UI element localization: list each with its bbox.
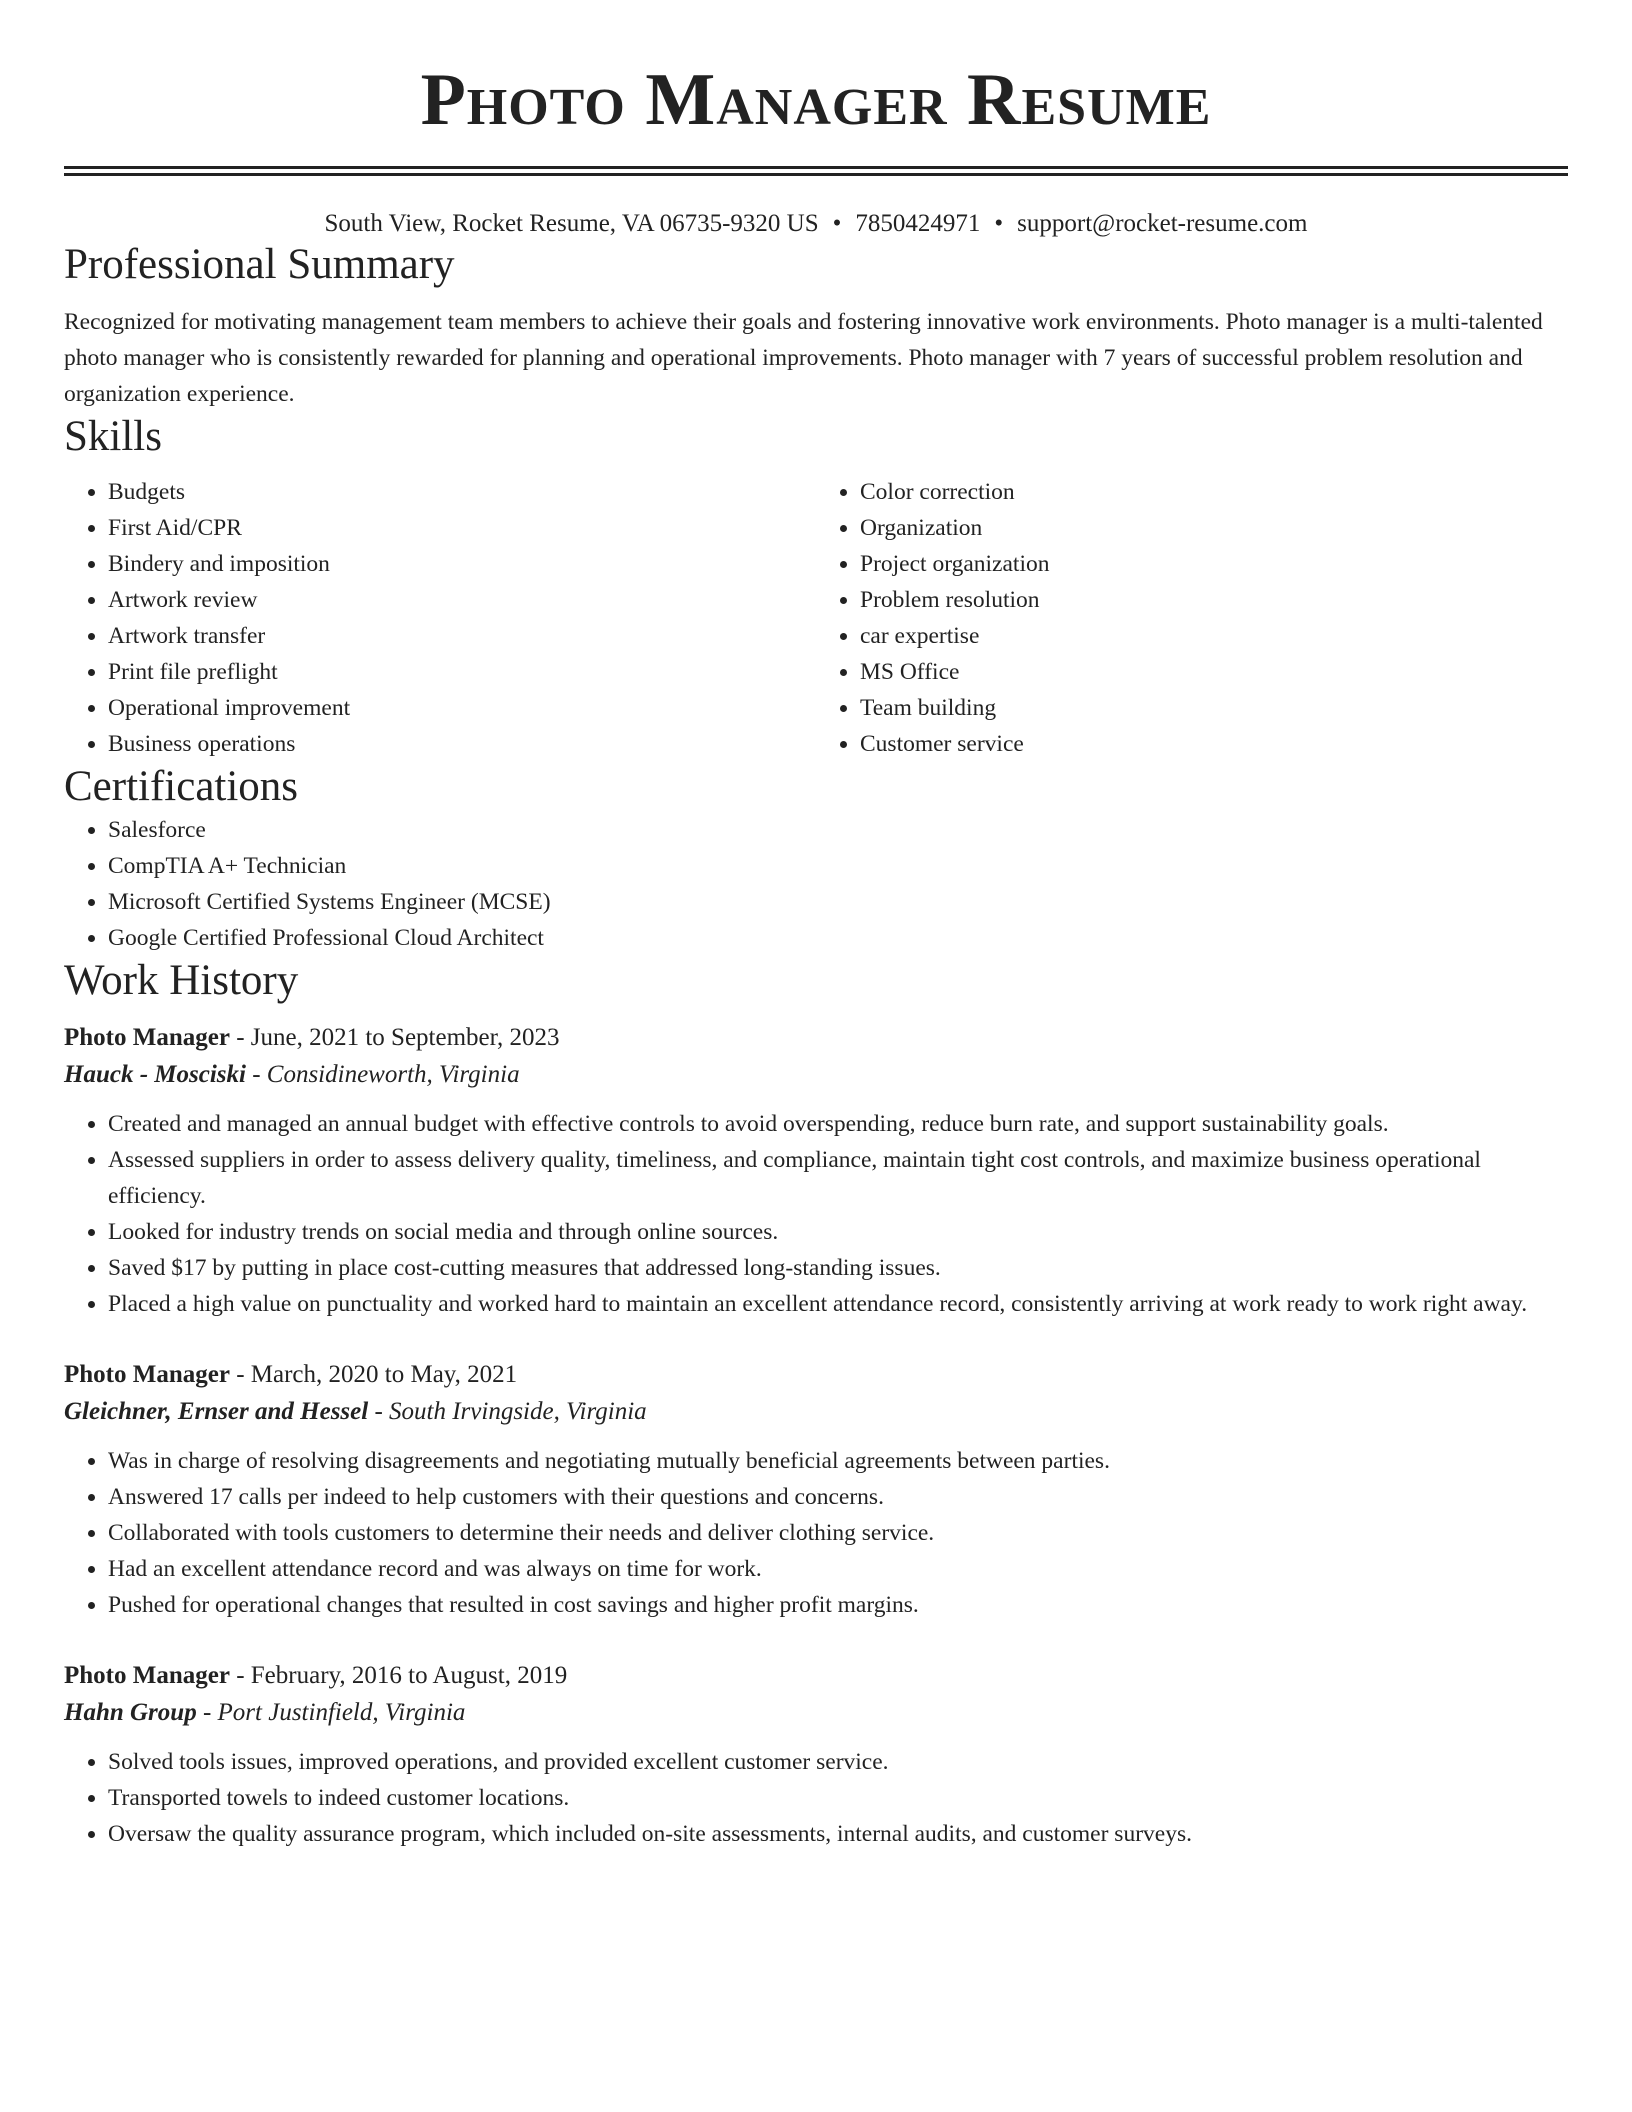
skill-item: • Bindery and imposition [108,546,816,582]
job-dates: February, 2016 to August, 2019 [250,1662,568,1689]
skills-heading: Skills [64,413,162,460]
certification-item: • Microsoft Certified Systems Engineer (MCSE) [108,884,1568,920]
job-title-line: Photo Manager - February, 2016 to August, 2019 [64,1662,568,1689]
company-name: Gleichner, Ernser and Hessel [64,1398,369,1425]
skills-grid [64,474,1568,762]
certifications-heading: Certifications [64,763,299,810]
job-duty: • Collaborated with tools customers to determine their needs and deliver clothing service. [108,1515,1568,1551]
job-title-line: Photo Manager - March, 2020 to May, 2021 [64,1361,518,1388]
job-duty: • Was in charge of resolving disagreements and negotiating mutually beneficial agreements between parties. [108,1443,1568,1479]
skills-right-list [816,474,1568,762]
skill-item: • Print file preflight [108,654,816,690]
contact-phone: 7850424971 [855,210,981,237]
contact-line [64,208,1568,240]
job-title: Photo Manager [64,1662,230,1689]
skill-item: • First Aid/CPR [108,510,816,546]
job-duties-list [64,1106,1568,1322]
job-title: Photo Manager [64,1024,230,1051]
contact-address: South View, Rocket Resume, VA 06735-9320 US [324,210,819,237]
job-dates: March, 2020 to May, 2021 [250,1361,518,1388]
company-location: South Irvingside, Virginia [389,1398,647,1425]
company-name: Hauck - Mosciski [64,1061,246,1088]
company-location: Considineworth, Virginia [266,1061,520,1088]
resume-title: Photo Manager Resume [420,59,1212,141]
skill-item: • car expertise [860,618,1568,654]
job-title: Photo Manager [64,1361,230,1388]
job-entry [64,1020,1568,1322]
contact-email: support@rocket-resume.com [1017,210,1308,237]
job-entry [64,1658,1568,1852]
job-duty: • Had an excellent attendance record and was always on time for work. [108,1551,1568,1587]
summary-heading: Professional Summary [64,241,455,288]
job-entry [64,1357,1568,1623]
summary-text: Recognized for motivating management team members to achieve their goals and fostering innovative work environments. Photo manager is a multi-talented photo manager who is consistently rewarded for planning and operational improvements. Photo manager with 7 years of successful problem resolution and organization experience. [64,309,1543,407]
job-duty: • Pushed for operational changes that resulted in cost savings and higher profit margins. [108,1587,1568,1623]
job-duty: • Solved tools issues, improved operations, and provided excellent customer service. [108,1744,1568,1780]
skill-item: • Team building [860,690,1568,726]
skill-item: • Budgets [108,474,816,510]
skill-item: • Project organization [860,546,1568,582]
job-duty: • Placed a high value on punctuality and worked hard to maintain an excellent attendance record, consistently arriving at work ready to work right away. [108,1286,1568,1322]
job-duty: • Transported towels to indeed customer locations. [108,1780,1568,1816]
job-duty: • Assessed suppliers in order to assess delivery quality, timeliness, and compliance, maintain tight cost controls, and maximize business operational efficiency. [108,1142,1568,1214]
job-duty: • Answered 17 calls per indeed to help customers with their questions and concerns. [108,1479,1568,1515]
skills-left-list [64,474,816,762]
skill-item: • Problem resolution [860,582,1568,618]
company-line: Gleichner, Ernser and Hessel - South Irvingside, Virginia [64,1398,647,1425]
company-line: Hahn Group - Port Justinfield, Virginia [64,1699,466,1726]
skill-item: • MS Office [860,654,1568,690]
job-duties-list [64,1443,1568,1623]
company-name: Hahn Group [64,1699,197,1726]
job-duties-list [64,1744,1568,1852]
job-duty: • Saved $17 by putting in place cost-cutting measures that addressed long-standing issues. [108,1250,1568,1286]
certifications-list [64,812,1568,956]
job-duty: • Oversaw the quality assurance program, which included on-site assessments, internal audits, and customer surveys. [108,1816,1568,1852]
title-double-rule [64,166,1568,176]
job-duty: • Looked for industry trends on social media and through online sources. [108,1214,1568,1250]
skill-item: • Artwork transfer [108,618,816,654]
skill-item: • Business operations [108,726,816,762]
certification-item: • Salesforce [108,812,1568,848]
company-line: Hauck - Mosciski - Considineworth, Virginia [64,1061,520,1088]
contact-separator: • [994,210,1004,237]
skill-item: • Organization [860,510,1568,546]
job-title-line: Photo Manager - June, 2021 to September, 2023 [64,1024,560,1051]
skill-item: • Artwork review [108,582,816,618]
skill-item: • Customer service [860,726,1568,762]
work-history-heading: Work History [64,957,299,1004]
certification-item: • CompTIA A+ Technician [108,848,1568,884]
job-duty: • Created and managed an annual budget with effective controls to avoid overspending, reduce burn rate, and support sustainability goals. [108,1106,1568,1142]
skill-item: • Color correction [860,474,1568,510]
certification-item: • Google Certified Professional Cloud Architect [108,920,1568,956]
company-location: Port Justinfield, Virginia [217,1699,466,1726]
skill-item: • Operational improvement [108,690,816,726]
job-dates: June, 2021 to September, 2023 [250,1024,560,1051]
contact-separator: • [832,210,842,237]
